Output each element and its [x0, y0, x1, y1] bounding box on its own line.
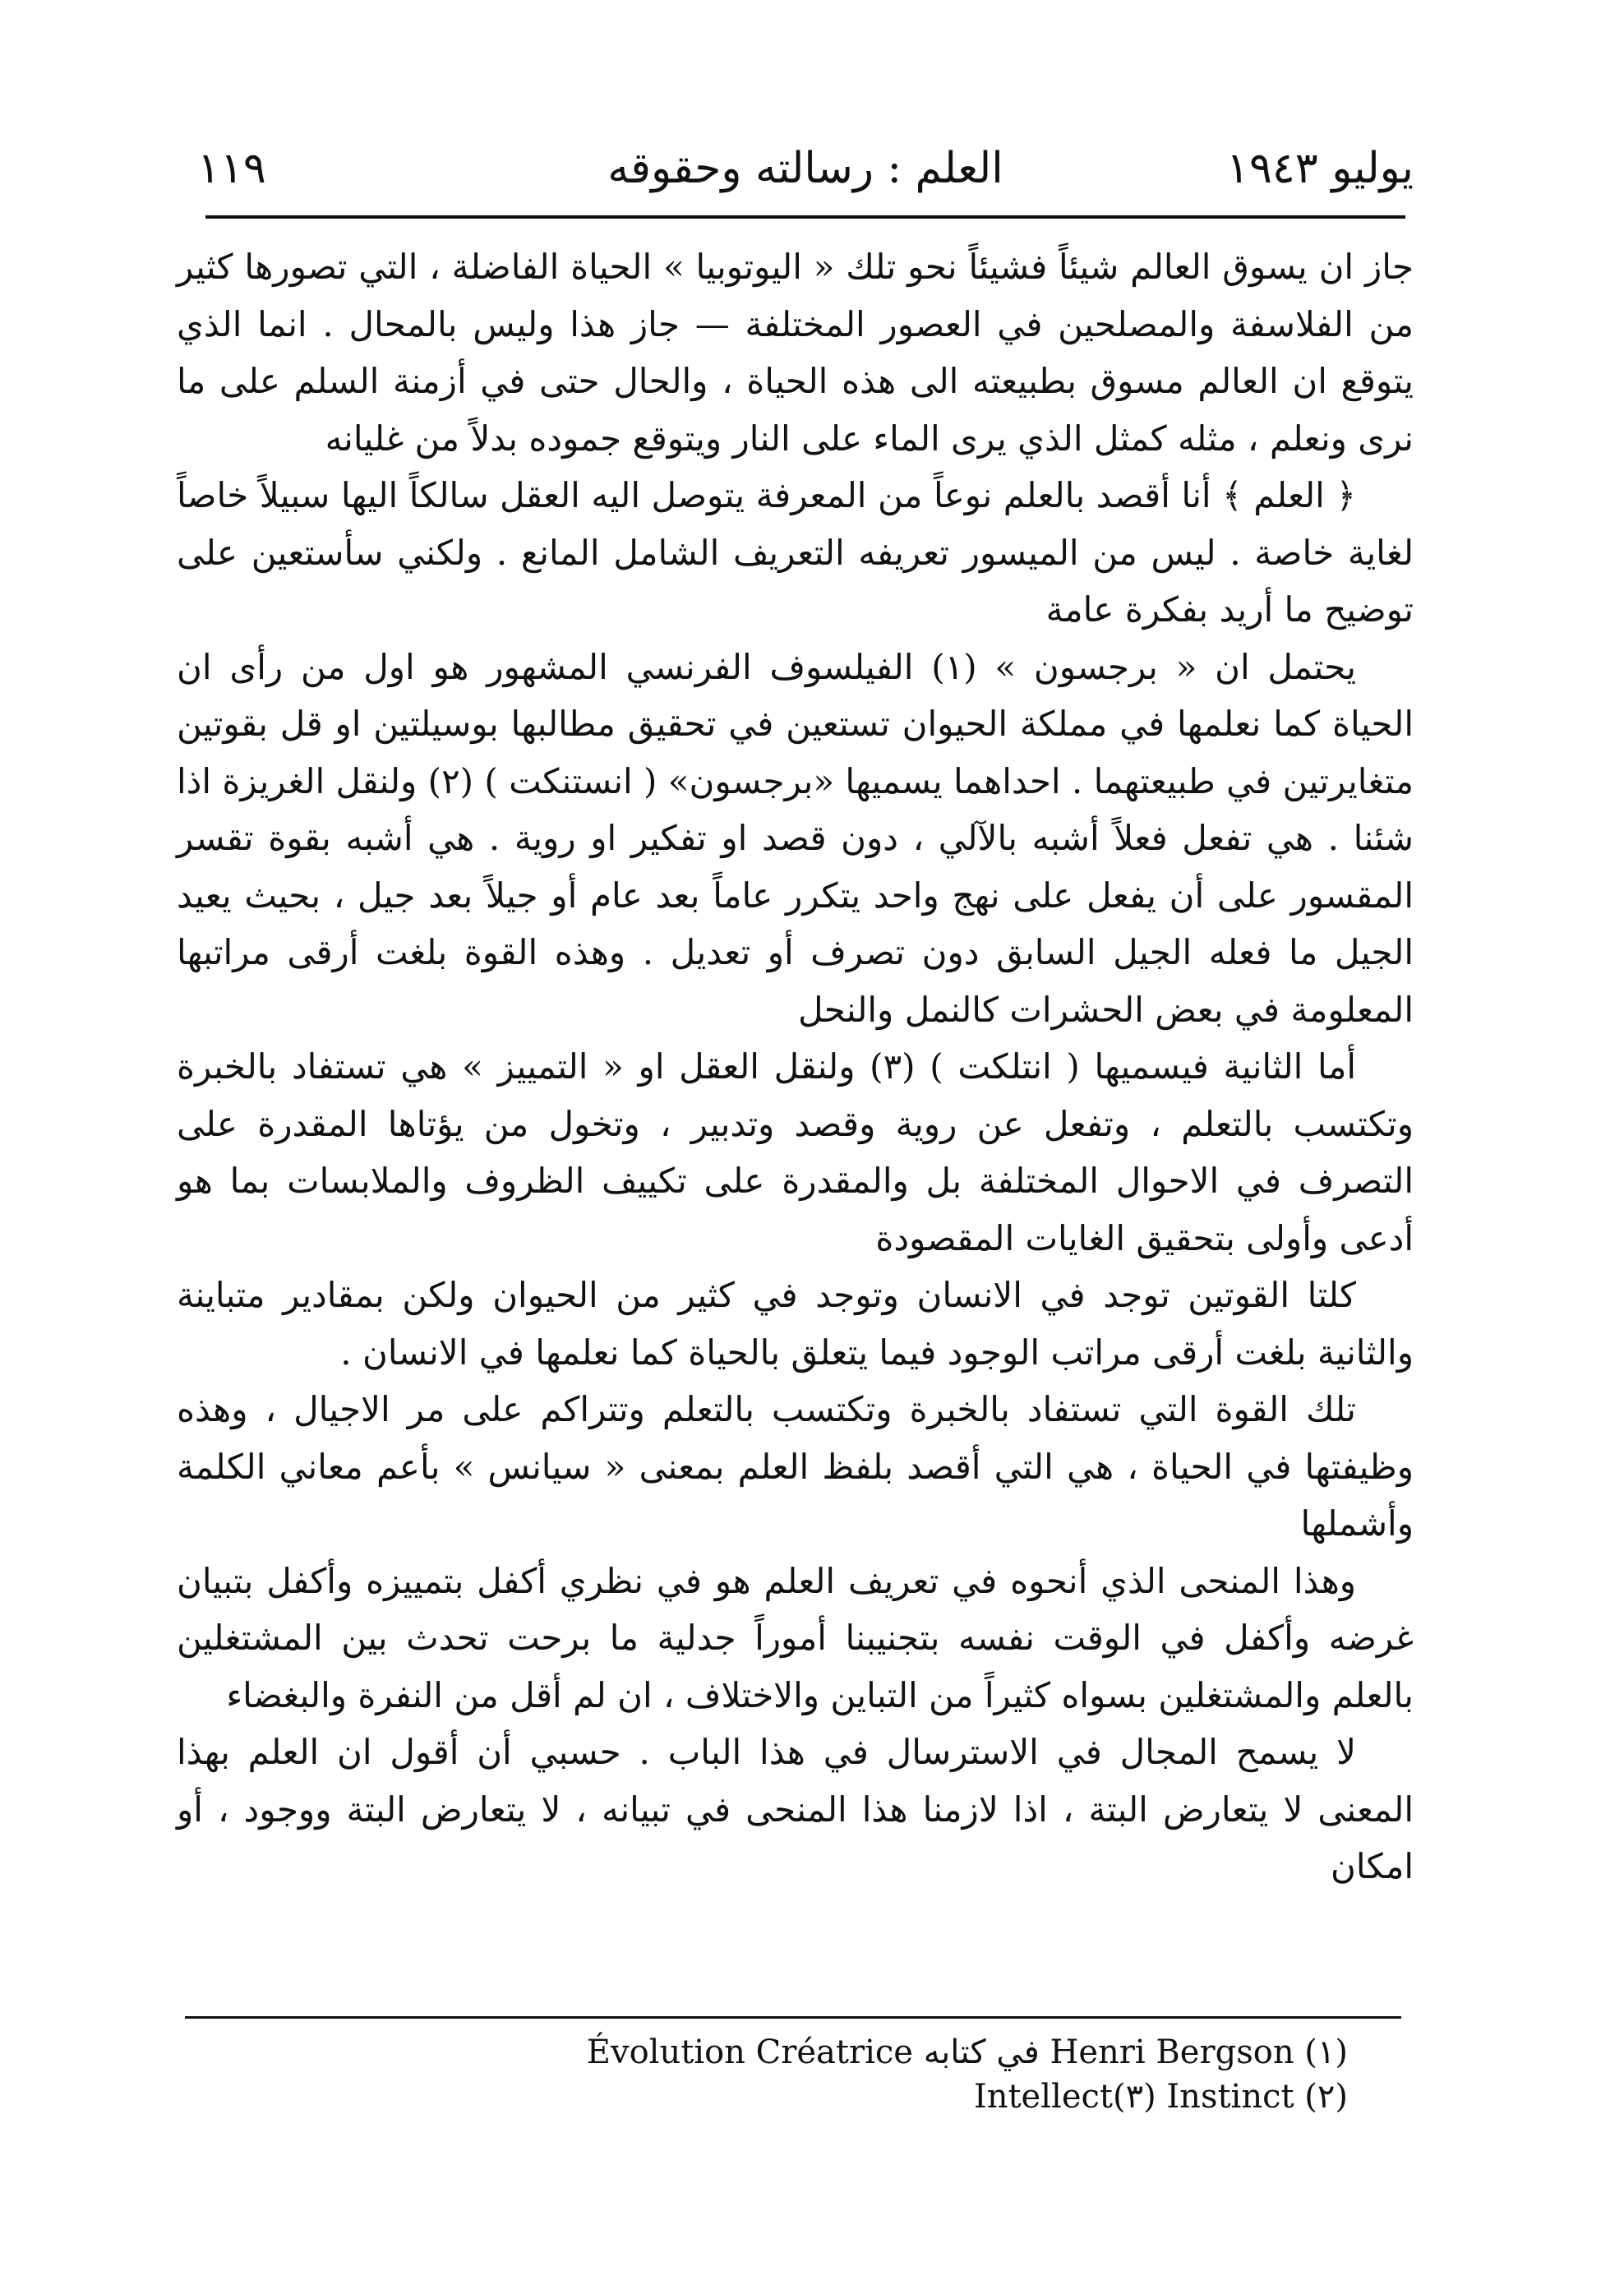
footnote: Intellect(٣) Instinct (٢) — [973, 2078, 1348, 2116]
paragraph: تلك القوة التي تستفاد بالخبرة وتكتسب بالتعلم وتتراكم على مر الاجيال ، وهذه وظيفتها في الحياة ، هي التي أقصد بلفظ العلم بمعنى « سيانس » بأعم معاني الكلمة وأشملها — [177, 1389, 1414, 1544]
paragraph: وهذا المنحى الذي أنحوه في تعريف العلم هو في نظري أكفل بتمييزه وأكفل بتبيان غرضه وأكفل في الوقت نفسه بتجنيبنا أموراً جدلية ما برحت تحدث بين المشتغلين بالعلم والمشتغلين بسواه كثيراً من التباين والاختلاف ، ان لم أقل من النفرة والبغضاء — [177, 1560, 1414, 1715]
header-title: العلم : رسالته وحقوقه — [607, 144, 1003, 193]
footnote: Évolution Créatrice في كتابه Henri Bergson (١) — [586, 2033, 1348, 2071]
paragraph: أما الثانية فيسميها ( انتلكت ) (٣) ولنقل العقل او « التمييز » هي تستفاد بالخبرة وتكتسب بالتعلم ، وتفعل عن روية وقصد وتدبير ، وتخول من يؤتاها المقدرة على التصرف في الاحوال المختلفة بل والمقدرة على تكييف الظروف والملابسات بما هو أدعى وأولى بتحقيق الغايات المقصودة — [177, 1046, 1414, 1258]
header-rule — [205, 215, 1405, 219]
paragraph: كلتا القوتين توجد في الانسان وتوجد في كثير من الحيوان ولكن بمقادير متباينة والثانية بلغت أرقى مراتب الوجود فيما يتعلق بالحياة كما نعلمها في الانسان . — [177, 1275, 1414, 1373]
running-header — [197, 136, 1414, 210]
footnote-rule — [185, 2016, 1401, 2019]
page-number: ١١٩ — [197, 144, 266, 193]
main-text — [177, 238, 1414, 1895]
paragraph: جاز ان يسوق العالم شيئاً فشيئاً نحو تلك « اليوتوبيا » الحياة الفاضلة ، التي تصورها كثير من الفلاسفة والمصلحين في العصور المختلفة — جاز هذا وليس بالمحال . انما الذي يتوقع ان العالم مسوق بطبيعته الى هذه الحياة ، والحال حتى في أزمنة السلم على ما نرى ونعلم ، مثله كمثل الذي يرى الماء على النار ويتوقع جموده بدلاً من غليانه — [177, 247, 1414, 459]
paragraph: ﴿ العلم ﴾ أنا أقصد بالعلم نوعاً من المعرفة يتوصل اليه العقل سالكاً اليها سبيلاً خاصاً لغاية خاصة . ليس من الميسور تعريفه التعريف الشامل المانع . ولكني سأستعين على توضيح ما أريد بفكرة عامة — [177, 475, 1414, 630]
paragraph: يحتمل ان « برجسون » (١) الفيلسوف الفرنسي المشهور هو اول من رأى ان الحياة كما نعلمها في مملكة الحيوان تستعين في تحقيق مطالبها بوسيلتين او قل بقوتين متغايرتين في طبيعتهما . احداهما يسميها «برجسون» ( انستنكت ) (٢) ولنقل الغريزة اذا شئنا . هي تفعل فعلاً أشبه بالآلي ، دون قصد او تفكير او روية . هي أشبه بقوة تقسر المقسور على أن يفعل على نهج واحد يتكرر عاماً بعد عام أو جيلاً بعد جيل ، بحيث يعيد الجيل ما فعله الجيل السابق دون تصرف أو تعديل . وهذه القوة بلغت أرقى مراتبها المعلومة في بعض الحشرات كالنمل والنحل — [177, 646, 1414, 1030]
footnotes — [460, 2030, 1348, 2119]
paragraph: لا يسمح المجال في الاسترسال في هذا الباب . حسبي أن أقول ان العلم بهذا المعنى لا يتعارض البتة ، اذا لازمنا هذا المنحى في تبيانه ، لا يتعارض البتة ووجود ، أو امكان — [177, 1732, 1414, 1886]
header-date: يوليو ١٩٤٣ — [1226, 144, 1414, 193]
